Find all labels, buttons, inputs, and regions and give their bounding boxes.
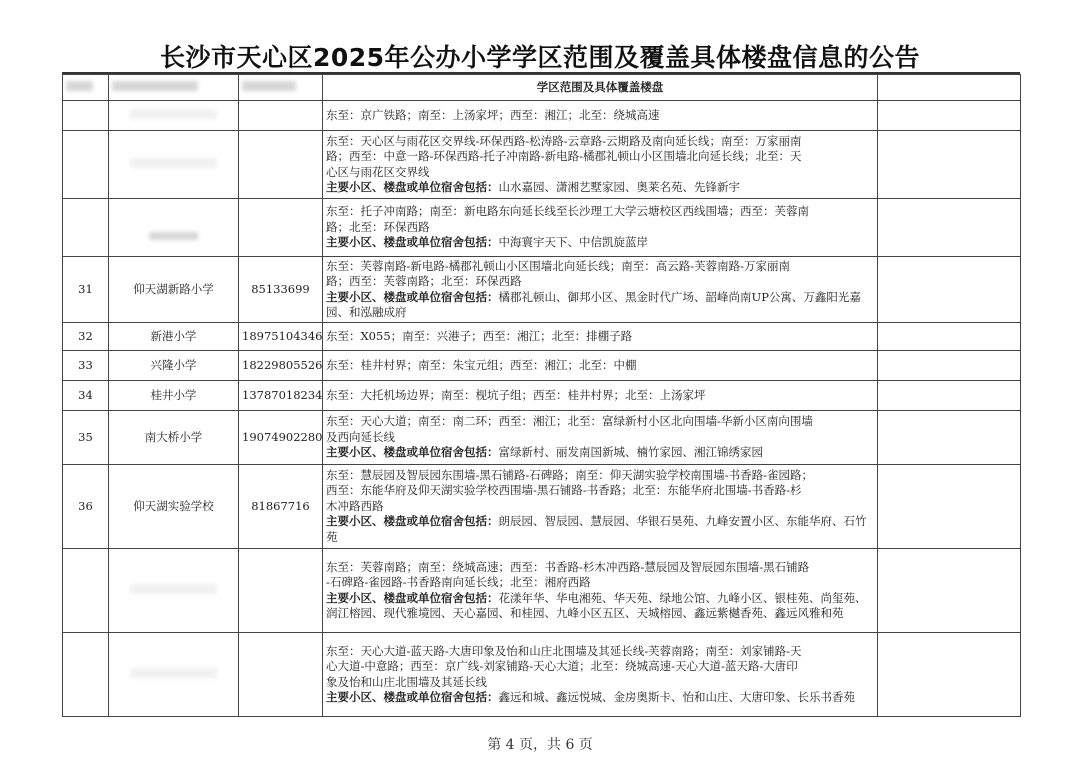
table-row	[63, 323, 1021, 351]
remark-cell	[878, 257, 1021, 323]
header-range-cell: 学区范围及具体覆盖楼盘	[323, 75, 878, 101]
range-line: 东至：大托机场边界；南至：枧坑子组；西至：桂井村界；北至：上汤家坪	[326, 387, 706, 402]
range-line: 路；西至：中意一路-环保西路-托子冲南路-新电路-橘郡礼顿山小区围墙北向延长线；北至：天	[326, 149, 802, 163]
estates-list: 朗辰园、智辰园、慧辰园、华银石昊苑、九峰安置小区、东能华府、石竹苑	[326, 514, 867, 544]
range-line: 路；西至：芙蓉南路；北至：环保西路	[326, 274, 522, 288]
estates-line	[326, 180, 874, 196]
remark-cell	[878, 633, 1021, 717]
redacted-text	[149, 232, 198, 240]
school-name-cell: 仰天湖新路小学	[109, 257, 239, 323]
phone-cell	[239, 131, 323, 199]
school-name-cell	[109, 131, 239, 199]
range-line: 东至：托子冲南路；南至：新电路东向延长线至长沙理工大学云塘校区西线围墙；西至：芙蓉南	[326, 204, 809, 219]
range-line: 东至：桂井村界；南至：朱宝元组；西至：湘江；北至：中棚	[326, 357, 637, 372]
school-name-cell	[109, 549, 239, 633]
phone-cell: 19074902280	[239, 411, 323, 465]
page-title: 长沙市天心区2025年公办小学学区范围及覆盖具体楼盘信息的公告	[159, 43, 921, 72]
school-name-cell	[109, 633, 239, 717]
estates-line	[326, 591, 874, 622]
remark-cell	[878, 323, 1021, 351]
district-range-cell	[323, 131, 878, 199]
range-line: 象及怡和山庄北围墙及其延长线	[326, 674, 487, 689]
range-line: 东至：天心大道-蓝天路-大唐印象及怡和山庄北围墙及其延长线-芙蓉南路；南至：刘家铺路-天	[326, 643, 802, 658]
redacted-text	[130, 158, 216, 168]
table-row	[63, 633, 1021, 717]
page-footer: 第 4 页，共 6 页	[487, 737, 593, 753]
table-row	[63, 549, 1021, 633]
range-line: 东至：芙蓉南路；南至：绕城高速；西至：书香路-杉木冲西路-慧辰园及智辰园东围墙-黑石铺路	[326, 559, 810, 574]
district-range-cell	[323, 465, 878, 549]
remark-cell	[878, 465, 1021, 549]
table-row	[63, 465, 1021, 549]
school-name-cell: 桂井小学	[109, 381, 239, 411]
district-range-cell	[323, 549, 878, 633]
estates-line	[326, 235, 874, 251]
range-line: 东至：天心区与雨花区交界线-环保西路-松涛路-云章路-云期路及南向延长线；南至：万家丽南	[326, 133, 802, 148]
phone-cell: 18229805526	[239, 351, 323, 381]
table-row	[63, 257, 1021, 323]
table-row	[63, 199, 1021, 257]
table-row	[63, 411, 1021, 465]
phone-cell: 81867716	[239, 465, 323, 549]
estates-list: 橘郡礼顿山、御邦小区、黑金时代广场、韶峰尚南UP公寓、万鑫阳光嘉园、和泓融成府	[326, 289, 861, 319]
estates-line	[326, 445, 874, 461]
school-name-cell: 仰天湖实验学校	[109, 465, 239, 549]
school-name-cell: 南大桥小学	[109, 411, 239, 465]
estates-line	[326, 290, 874, 321]
estates-label: 主要小区、楼盘或单位宿舍包括：	[326, 289, 499, 304]
row-number-cell	[63, 199, 109, 257]
header-remark-cell	[878, 75, 1021, 101]
remark-cell	[878, 381, 1021, 411]
school-name-cell: 新港小学	[109, 323, 239, 351]
estates-list: 富绿新村、丽发南国新城、楠竹家园、湘江锦绣家园	[498, 445, 763, 460]
remark-cell	[878, 411, 1021, 465]
range-line: 木冲路西路	[326, 498, 384, 513]
remark-cell	[878, 101, 1021, 131]
district-range-cell	[323, 633, 878, 717]
range-line: 东至：X055；南至：兴港子；西至：湘江；北至：排棚子路	[326, 328, 633, 343]
row-number-cell: 34	[63, 381, 109, 411]
remark-cell	[878, 351, 1021, 381]
district-range-cell	[323, 381, 878, 411]
school-name-cell	[109, 199, 239, 257]
row-number-cell: 35	[63, 411, 109, 465]
range-line: -石碑路-雀园路-书香路南向延长线；北至：湘府西路	[326, 575, 591, 589]
range-line: 西至：东能华府及仰天湖实验学校西围墙-黑石铺路-书香路；北至：东能华府北围墙-书香路-杉	[326, 483, 802, 498]
range-line: 路；北至：环保西路	[326, 219, 430, 234]
phone-cell	[239, 199, 323, 257]
phone-cell	[239, 633, 323, 717]
phone-cell: 18975104346	[239, 323, 323, 351]
row-number-cell: 31	[63, 257, 109, 323]
remark-cell	[878, 131, 1021, 199]
phone-cell: 13787018234	[239, 381, 323, 411]
estates-label: 主要小区、楼盘或单位宿舍包括：	[326, 180, 499, 194]
estates-list: 鑫远和城、鑫远悦城、金房奥斯卡、怡和山庄、大唐印象、长乐书香苑	[498, 690, 855, 704]
table-row	[63, 351, 1021, 381]
remark-cell	[878, 549, 1021, 633]
phone-cell	[239, 549, 323, 633]
estates-line	[326, 690, 874, 706]
row-number-cell	[63, 101, 109, 131]
estates-list: 中海寰宇天下、中信凯旋蓝岸	[498, 235, 648, 250]
redacted-text	[130, 584, 216, 594]
header-name-cell	[109, 75, 239, 101]
row-number-cell: 36	[63, 465, 109, 549]
estates-label: 主要小区、楼盘或单位宿舍包括：	[326, 235, 499, 250]
table-row	[63, 101, 1021, 131]
phone-cell	[239, 101, 323, 131]
range-line: 东至：芙蓉南路-新电路-橘郡礼顿山小区围墙北向延长线；南至：高云路-芙蓉南路-万家丽南	[326, 258, 791, 273]
estates-list: 山水嘉园、潇湘艺墅家园、奥莱名苑、先锋新宇	[498, 180, 740, 194]
phone-cell: 85133699	[239, 257, 323, 323]
estates-label: 主要小区、楼盘或单位宿舍包括：	[326, 514, 499, 529]
redacted-text	[130, 668, 216, 678]
redacted-text	[130, 109, 216, 119]
estates-label: 主要小区、楼盘或单位宿舍包括：	[326, 590, 499, 605]
district-range-cell	[323, 411, 878, 465]
estates-label: 主要小区、楼盘或单位宿舍包括：	[326, 445, 499, 460]
estates-list: 花漾年华、华电湘苑、华天苑、绿地公馆、九峰小区、银桂苑、尚玺苑、润江榕园、现代雅境园、天心嘉园、和桂园、九峰小区五区、天城榕园、鑫远紫樾香苑、鑫远风雅和苑	[326, 590, 867, 620]
district-range-cell	[323, 199, 878, 257]
range-line: 东至：京广铁路；南至：上汤家坪；西至：湘江；北至：绕城高速	[326, 107, 660, 122]
range-line: 心大道-中意路；西至：京广线-刘家铺路-天心大道；北至：绕城高速-天心大道-蓝天路-大唐印	[326, 659, 798, 673]
remark-cell	[878, 199, 1021, 257]
table-header-row	[63, 75, 1021, 101]
table-body	[63, 75, 1021, 717]
district-range-cell	[323, 323, 878, 351]
row-number-cell	[63, 633, 109, 717]
row-number-cell	[63, 549, 109, 633]
table-row	[63, 381, 1021, 411]
district-range-cell	[323, 351, 878, 381]
estates-label: 主要小区、楼盘或单位宿舍包括：	[326, 690, 499, 704]
estates-line	[326, 514, 874, 545]
range-line: 东至：天心大道；南至：南二环；西至：湘江；北至：富绿新村小区北向围墙-华新小区南向围墙	[326, 414, 813, 429]
school-name-cell	[109, 101, 239, 131]
header-num-cell	[63, 75, 109, 101]
row-number-cell: 33	[63, 351, 109, 381]
row-number-cell: 32	[63, 323, 109, 351]
header-phone-cell	[239, 75, 323, 101]
district-range-cell	[323, 101, 878, 131]
row-number-cell	[63, 131, 109, 199]
school-name-cell: 兴隆小学	[109, 351, 239, 381]
school-district-table	[62, 74, 1021, 717]
range-line: 东至：慧辰园及智辰园东围墙-黑石铺路-石碑路；南至：仰天湖实验学校南围墙-书香路-雀园路；	[326, 467, 814, 482]
table-row	[63, 131, 1021, 199]
range-line: 心区与雨花区交界线	[326, 164, 430, 179]
district-range-cell	[323, 257, 878, 323]
range-line: 及西向延长线	[326, 429, 395, 444]
